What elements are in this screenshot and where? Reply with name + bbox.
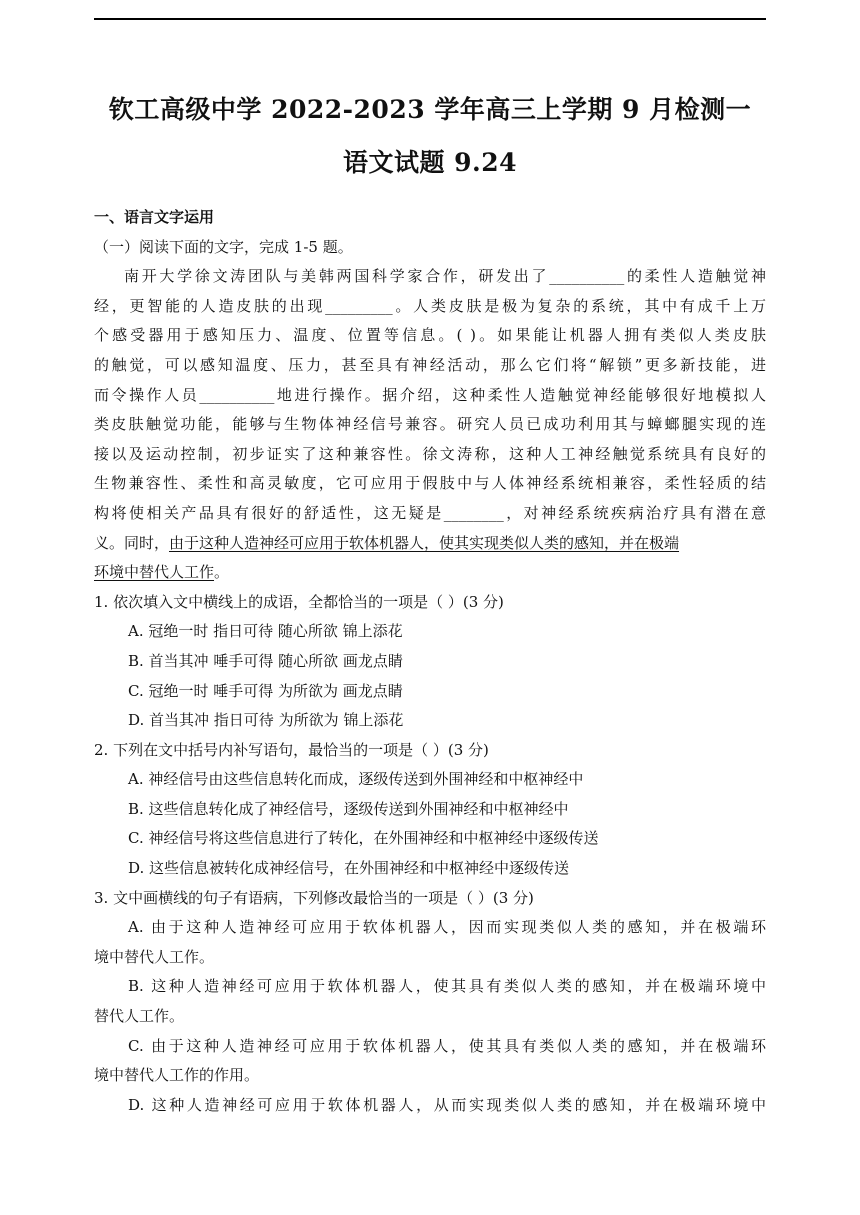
passage-line: 南开大学徐文涛团队与美韩两国科学家合作，研发出了__________的柔性人造触觉神 bbox=[124, 267, 766, 286]
reading-passage bbox=[94, 262, 766, 588]
document-body bbox=[94, 203, 766, 1120]
passage-line bbox=[94, 529, 766, 559]
underlined-sentence: 由于这种人造神经可应用于软体机器人，使其实现类似人类的感知，并在极端 bbox=[169, 533, 680, 552]
answer-option-continued: 境中替代人工作的作用。 bbox=[94, 1066, 260, 1085]
answer-option-continued: 替代人工作。 bbox=[94, 1007, 185, 1026]
section-intro: （一）阅读下面的文字，完成 1-5 题。 bbox=[94, 237, 353, 256]
answer-option: D. 首当其冲 指日可待 为所欲为 锦上添花 bbox=[128, 711, 404, 730]
passage-line bbox=[94, 558, 766, 588]
passage-text: 义。同时， bbox=[94, 533, 170, 552]
exam-title: 钦工高级中学 2022-2023 学年高三上学期 9 月检测一 bbox=[108, 95, 752, 124]
passage-line: 经，更智能的人造皮肤的出现_________。人类皮肤是极为复杂的系统，其中有成千上万 bbox=[94, 296, 766, 315]
answer-option: B. 首当其冲 唾手可得 随心所欲 画龙点睛 bbox=[128, 651, 403, 670]
top-rule bbox=[94, 18, 766, 20]
question-stem: 2. 下列在文中括号内补写语句，最恰当的一项是（ ）(3 分) bbox=[94, 740, 489, 759]
question-2 bbox=[94, 736, 766, 884]
passage-line: 生物兼容性、柔性和高灵敏度，它可应用于假肢中与人体神经系统相兼容，柔性轻质的结 bbox=[94, 474, 766, 493]
answer-option: D. 这种人造神经可应用于软体机器人，从而实现类似人类的感知，并在极端环境中 bbox=[128, 1095, 766, 1114]
underlined-sentence: 环境中替代人工作 bbox=[94, 563, 215, 582]
answer-option: A. 由于这种人造神经可应用于软体机器人，因而实现类似人类的感知，并在极端环 bbox=[128, 918, 766, 937]
passage-line: 个感受器用于感知压力、温度、位置等信息。( )。如果能让机器人拥有类似人类皮肤 bbox=[94, 326, 766, 345]
exam-subtitle: 语文试题 9.24 bbox=[342, 148, 518, 177]
answer-option: B. 这些信息转化成了神经信号，逐级传送到外围神经和中枢神经中 bbox=[128, 799, 569, 818]
question-3 bbox=[94, 884, 766, 1121]
answer-option: C. 神经信号将这些信息进行了转化，在外围神经和中枢神经中逐级传送 bbox=[128, 829, 599, 848]
passage-line: 接以及运动控制，初步证实了这种兼容性。徐文涛称，这种人工神经触觉系统具有良好的 bbox=[94, 444, 766, 463]
answer-option: C. 由于这种人造神经可应用于软体机器人，使其具有类似人类的感知，并在极端环 bbox=[128, 1036, 766, 1055]
section-heading: 一、语言文字运用 bbox=[94, 208, 215, 226]
answer-option: A. 神经信号由这些信息转化而成，逐级传送到外围神经和中枢神经中 bbox=[128, 770, 584, 789]
passage-line: 类皮肤触觉功能，能够与生物体神经信号兼容。研究人员已成功利用其与蟑螂腿实现的连 bbox=[94, 415, 766, 434]
passage-line: 构将使相关产品具有很好的舒适性，这无疑是________，对神经系统疾病治疗具有潜在意 bbox=[94, 503, 766, 522]
answer-option: A. 冠绝一时 指日可待 随心所欲 锦上添花 bbox=[128, 622, 403, 641]
passage-line: 的触觉，可以感知温度、压力，甚至具有神经活动，那么它们将“解锁”更多新技能，进 bbox=[94, 355, 766, 374]
passage-text: 。 bbox=[214, 563, 230, 582]
answer-option: B. 这种人造神经可应用于软体机器人，使其具有类似人类的感知，并在极端环境中 bbox=[128, 977, 766, 996]
answer-option: C. 冠绝一时 唾手可得 为所欲为 画龙点睛 bbox=[128, 681, 403, 700]
question-1 bbox=[94, 588, 766, 736]
passage-line: 而令操作人员__________地进行操作。据介绍，这种柔性人造触觉神经能够很好地模拟人 bbox=[94, 385, 766, 404]
question-stem: 3. 文中画横线的句子有语病，下列修改最恰当的一项是（ ）(3 分) bbox=[94, 888, 534, 907]
answer-option: D. 这些信息被转化成神经信号，在外围神经和中枢神经中逐级传送 bbox=[128, 859, 570, 878]
answer-option-continued: 境中替代人工作。 bbox=[94, 947, 215, 966]
question-stem: 1. 依次填入文中横线上的成语，全都恰当的一项是（ ）(3 分) bbox=[94, 592, 504, 611]
